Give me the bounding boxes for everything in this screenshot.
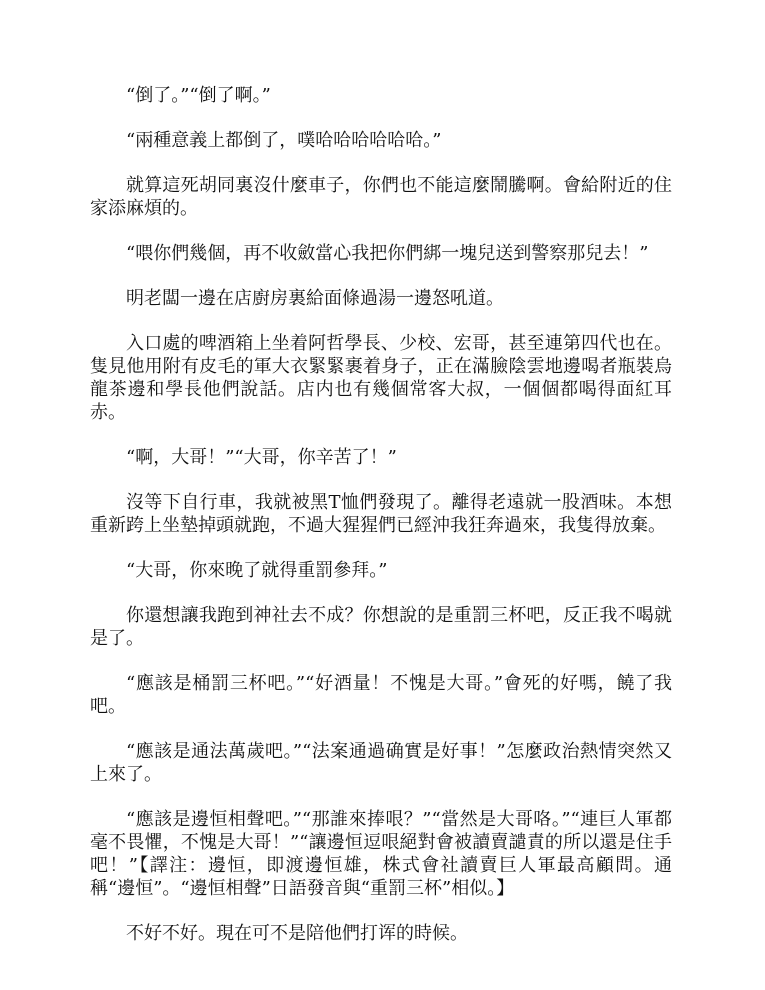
paragraph-6: 入口處的啤酒箱上坐着阿哲學長、少校、宏哥，甚至連第四代也在。隻見他用附有皮毛的軍大衣緊緊裹着身子，正在滿臉陰雲地邊喝者瓶裝烏龍茶邊和學長他們說話。店内也有幾個常客大叔，一個個都喝得面紅耳赤。	[90, 333, 672, 423]
paragraph-3: 就算這死胡同裏沒什麼車子，你們也不能這麼鬧騰啊。會給附近的住家添麻煩的。	[90, 175, 672, 219]
paragraph-1: “倒了。”“倒了啊。”	[126, 85, 271, 106]
paragraph-14: 不好不好。現在可不是陪他們打诨的時候。	[126, 923, 468, 944]
paragraph-13: “應該是邊恒相聲吧。”“那誰來捧哏？”“當然是大哥咯。”“連巨人軍都毫不畏懼，不愧是大哥！”“讓邊恒逗哏絕對會被讀賣譴責的所以還是住手吧！”【譯注：邊恒，即渡邊恒雄，株式會社讀賣巨人軍最高顧問。通稱“邊恒”。“邊恒相聲”日語發音與“重罰三杯”相似。】	[90, 809, 672, 899]
document-page	[90, 84, 672, 967]
paragraph-10: 你還想讓我跑到神社去不成？你想說的是重罰三杯吧，反正我不喝就是了。	[90, 605, 672, 649]
paragraph-4: “喂你們幾個，再不收斂當心我把你們綁一塊兒送到警察那兒去！”	[126, 243, 649, 264]
paragraph-7: “啊，大哥！”“大哥，你辛苦了！”	[126, 447, 397, 468]
paragraph-12: “應該是通法萬歲吧。”“法案通過确實是好事！”怎麼政治熱情突然又上來了。	[90, 741, 672, 785]
paragraph-2: “兩種意義上都倒了，噗哈哈哈哈哈哈。”	[126, 130, 442, 151]
paragraph-11: “應該是桶罰三杯吧。”“好酒量！不愧是大哥。”會死的好嗎，饒了我吧。	[90, 673, 672, 717]
paragraph-8: 沒等下自行車，我就被黑T恤們發現了。離得老遠就一股酒味。本想重新跨上坐墊掉頭就跑，不過大猩猩們已經沖我狂奔過來，我隻得放棄。	[90, 492, 672, 536]
paragraph-5: 明老闆一邊在店廚房裏給面條過湯一邊怒吼道。	[126, 288, 504, 309]
paragraph-9: “大哥，你來晚了就得重罰參拜。”	[126, 560, 388, 581]
